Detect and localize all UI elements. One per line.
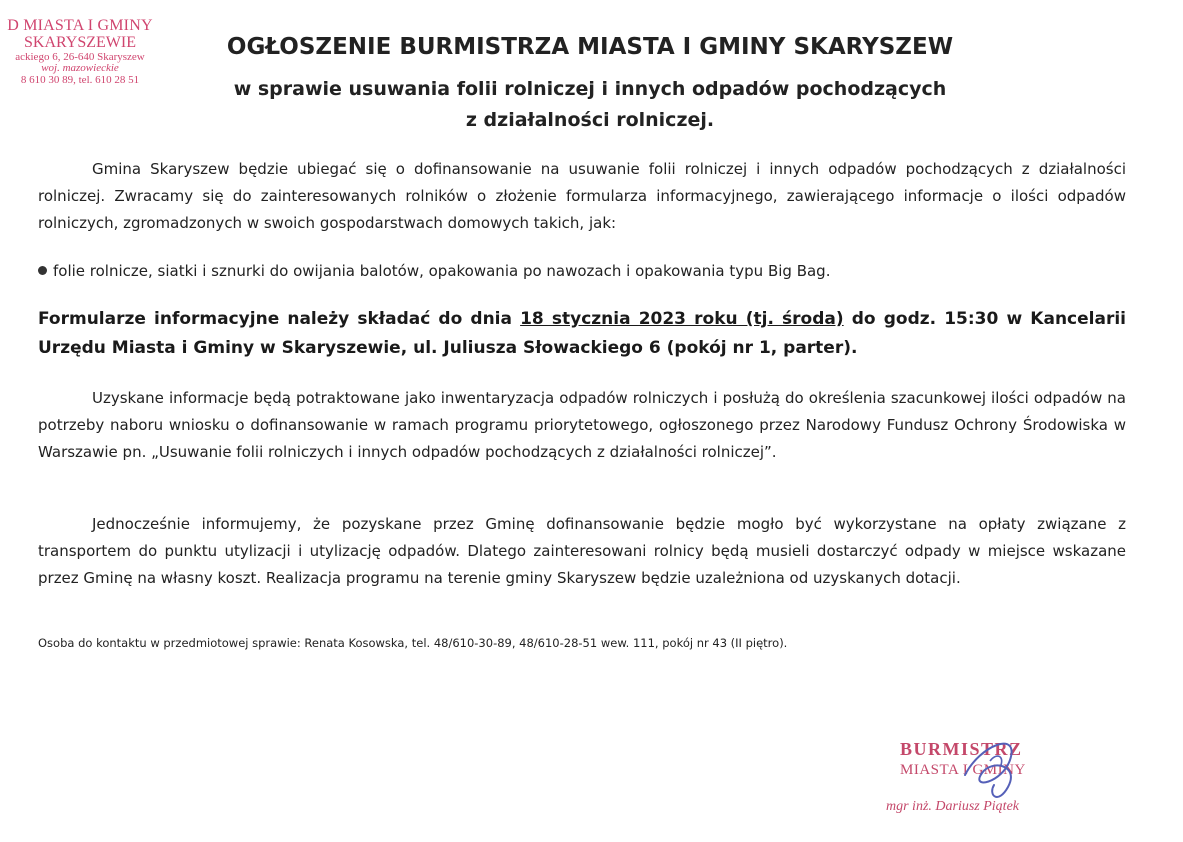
deadline-post: do godz. 15:30 w Kancelarii Urzędu Miasta i Gminy w Skaryszewie, ul. Juliusza Słowackiego 6 (pokój nr 1, parter). xyxy=(38,309,1126,358)
document-title: OGŁOSZENIE BURMISTRZA MIASTA I GMINY SKARYSZEW xyxy=(226,34,954,60)
subtitle-line-2: z działalności rolniczej. xyxy=(465,109,715,131)
subtitle-line-1: w sprawie usuwania folii rolniczej i innych odpadów pochodzących xyxy=(233,78,947,100)
bullet-icon xyxy=(38,266,47,275)
paragraph-funding xyxy=(38,511,1126,592)
handwritten-signature-icon xyxy=(870,735,1080,835)
signature-block xyxy=(870,735,1080,835)
document-subtitle xyxy=(150,74,1030,136)
deadline-date: 18 stycznia 2023 roku (tj. środa) xyxy=(520,309,844,329)
paragraph-intro-text: Gmina Skaryszew będzie ubiegać się o dofinansowanie na usuwanie folii rolniczej i innych odpadów pochodzących z działalności rolniczej. Zwracamy się do zainteresowanych rolników o złożenie formularza informacyjnego, zawierającego informacje o ilości odpadów rolniczych, zgromadzonych w swoich gospodarstwach domowych takich, jak: xyxy=(38,160,1126,232)
stamp-line-5: 8 610 30 89, tel. 610 28 51 xyxy=(20,73,140,86)
signature-title: BURMISTRZ xyxy=(900,739,1023,759)
deadline-pre: Formularze informacyjne należy składać do dnia xyxy=(38,309,521,329)
bullet-item xyxy=(38,258,1126,285)
contact-info: Osoba do kontaktu w przedmiotowej sprawie: Renata Kosowska, tel. 48/610-30-89, 48/610-28-51 wew. 111, pokój nr 43 (II piętro). xyxy=(38,636,788,650)
paragraph-funding-text: Jednocześnie informujemy, że pozyskane przez Gminę dofinansowanie będzie mogło być wykorzystane na opłaty związane z transportem do punktu utylizacji i utylizację odpadów. Dlatego zainteresowani rolnicy będą musieli dostarczyć odpady w miejsce wskazane przez Gminę na własny koszt. Realizacja programu na terenie gminy Skaryszew będzie uzależniona od uzyskanych dotacji. xyxy=(38,515,1126,587)
signature-name: mgr inż. Dariusz Piątek xyxy=(886,799,1019,814)
deadline-paragraph xyxy=(38,305,1126,363)
stamp-line-1: D MIASTA I GMINY xyxy=(7,17,153,34)
paragraph-inventory-text: Uzyskane informacje będą potraktowane jako inwentaryzacja odpadów rolniczych i posłużą do określenia szacunkowej ilości odpadów na potrzeby naboru wniosku o dofinansowanie w ramach programu priorytetowego, ogłoszonego przez Narodowy Fundusz Ochrony Środowiska w Warszawie pn. „Usuwanie folii rolniczych i innych odpadów pochodzących z działalności rolniczej”. xyxy=(38,389,1126,461)
paragraph-intro xyxy=(38,156,1126,237)
stamp-line-3: ackiego 6, 26-640 Skaryszew xyxy=(15,50,145,63)
stamp-line-4: woj. mazowieckie xyxy=(41,62,119,75)
office-stamp xyxy=(0,18,160,86)
bullet-text: folie rolnicze, siatki i sznurki do owijania balotów, opakowania po nawozach i opakowania typu Big Bag. xyxy=(53,262,831,280)
signature-subtitle: MIASTA I GMINY xyxy=(900,762,1026,778)
paragraph-inventory xyxy=(38,385,1126,466)
stamp-line-2: SKARYSZEWIE xyxy=(24,33,136,51)
